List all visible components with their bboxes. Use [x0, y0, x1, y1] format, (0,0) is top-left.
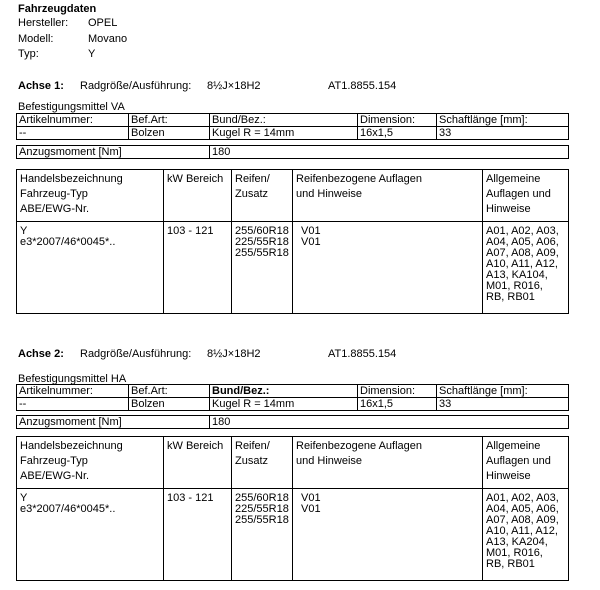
spec-cell-general-notes: A01, A02, A03, A04, A05, A06, A07, A08, A09, A10, A11, A12, A13, KA104, M01, R016, RB, RB01 [483, 222, 569, 314]
spec-cell-kw: 103 - 121 [164, 489, 232, 581]
axle-2-size-value: 8½J×18H2 [207, 348, 261, 360]
axle-1-fastening-table [16, 113, 569, 140]
spec-header-cell: kW Bereich [164, 437, 232, 489]
axle-1-torque-table [16, 145, 569, 159]
type-value: Y [88, 48, 96, 60]
spec-header-cell: Reifen/ Zusatz [232, 170, 293, 222]
torque-value: 180 [210, 416, 569, 429]
spec-cell-vehicle: Y e3*2007/46*0045*.. [17, 489, 164, 581]
fastening-cell: 16x1,5 [358, 127, 437, 140]
fastening-header-cell: Bef.Art: [129, 114, 210, 127]
spec-cell-tyre-notes: V01 V01 [293, 222, 483, 314]
fastening-header-cell: Bund/Bez.: [210, 385, 358, 398]
manufacturer-label: Hersteller: [18, 17, 69, 29]
spec-cell-vehicle: Y e3*2007/46*0045*.. [17, 222, 164, 314]
axle-1-label: Achse 1: [18, 80, 64, 92]
fastening-cell: Kugel R = 14mm [210, 398, 358, 411]
fastening-cell: 33 [437, 398, 569, 411]
manufacturer-value: OPEL [88, 17, 118, 29]
spec-header-cell: Handelsbezeichnung Fahrzeug-Typ ABE/EWG-Nr. [17, 437, 164, 489]
spec-header-cell: Handelsbezeichnung Fahrzeug-Typ ABE/EWG-Nr. [17, 170, 164, 222]
axle-2-torque-table [16, 415, 569, 429]
axle-2-spec-table [16, 436, 569, 581]
vehicle-data-heading: Fahrzeugdaten [18, 3, 97, 15]
model-value: Movano [88, 33, 128, 45]
fastening-header-cell: Artikelnummer: [17, 385, 129, 398]
fastening-header-cell: Bef.Art: [129, 385, 210, 398]
spec-cell-kw: 103 - 121 [164, 222, 232, 314]
spec-header-cell: Reifenbezogene Auflagen und Hinweise [293, 437, 483, 489]
axle-1-size-value: 8½J×18H2 [207, 80, 261, 92]
axle-2-label: Achse 2: [18, 348, 64, 360]
fastening-cell: Kugel R = 14mm [210, 127, 358, 140]
fastening-header-cell: Artikelnummer: [17, 114, 129, 127]
torque-label: Anzugsmoment [Nm] [17, 146, 210, 159]
fastening-header-cell: Dimension: [358, 385, 437, 398]
fastening-cell: 16x1,5 [358, 398, 437, 411]
fastening-header-cell: Bund/Bez.: [210, 114, 358, 127]
axle-1-size-label: Radgröße/Ausführung: [80, 80, 192, 92]
model-label: Modell: [18, 33, 54, 45]
fastening-cell: Bolzen [129, 398, 210, 411]
fastening-cell: Bolzen [129, 127, 210, 140]
axle-1-code: AT1.8855.154 [328, 80, 397, 92]
torque-label: Anzugsmoment [Nm] [17, 416, 210, 429]
spec-cell-tyre-notes: V01 V01 [293, 489, 483, 581]
axle-2-fastening-caption: Befestigungsmittel HA [18, 373, 127, 385]
fastening-header-cell: Schaftlänge [mm]: [437, 385, 569, 398]
type-label: Typ: [18, 48, 39, 60]
axle-1-fastening-caption: Befestigungsmittel VA [18, 101, 125, 113]
axle-2-fastening-table [16, 384, 569, 411]
axle-2-code: AT1.8855.154 [328, 348, 397, 360]
spec-header-cell: Allgemeine Auflagen und Hinweise [483, 170, 569, 222]
fastening-cell: 33 [437, 127, 569, 140]
spec-header-cell: Allgemeine Auflagen und Hinweise [483, 437, 569, 489]
axle-2-size-label: Radgröße/Ausführung: [80, 348, 192, 360]
spec-cell-tyres: 255/60R18 225/55R18 255/55R18 [232, 489, 293, 581]
spec-cell-general-notes: A01, A02, A03, A04, A05, A06, A07, A08, A09, A10, A11, A12, A13, KA204, M01, R016, RB, RB01 [483, 489, 569, 581]
fastening-header-cell: Schaftlänge [mm]: [437, 114, 569, 127]
spec-header-cell: Reifen/ Zusatz [232, 437, 293, 489]
fastening-cell: -- [17, 127, 129, 140]
torque-value: 180 [210, 146, 569, 159]
spec-header-cell: Reifenbezogene Auflagen und Hinweise [293, 170, 483, 222]
spec-cell-tyres: 255/60R18 225/55R18 255/55R18 [232, 222, 293, 314]
axle-1-spec-table [16, 169, 569, 314]
spec-header-cell: kW Bereich [164, 170, 232, 222]
fastening-header-cell: Dimension: [358, 114, 437, 127]
fastening-cell: -- [17, 398, 129, 411]
